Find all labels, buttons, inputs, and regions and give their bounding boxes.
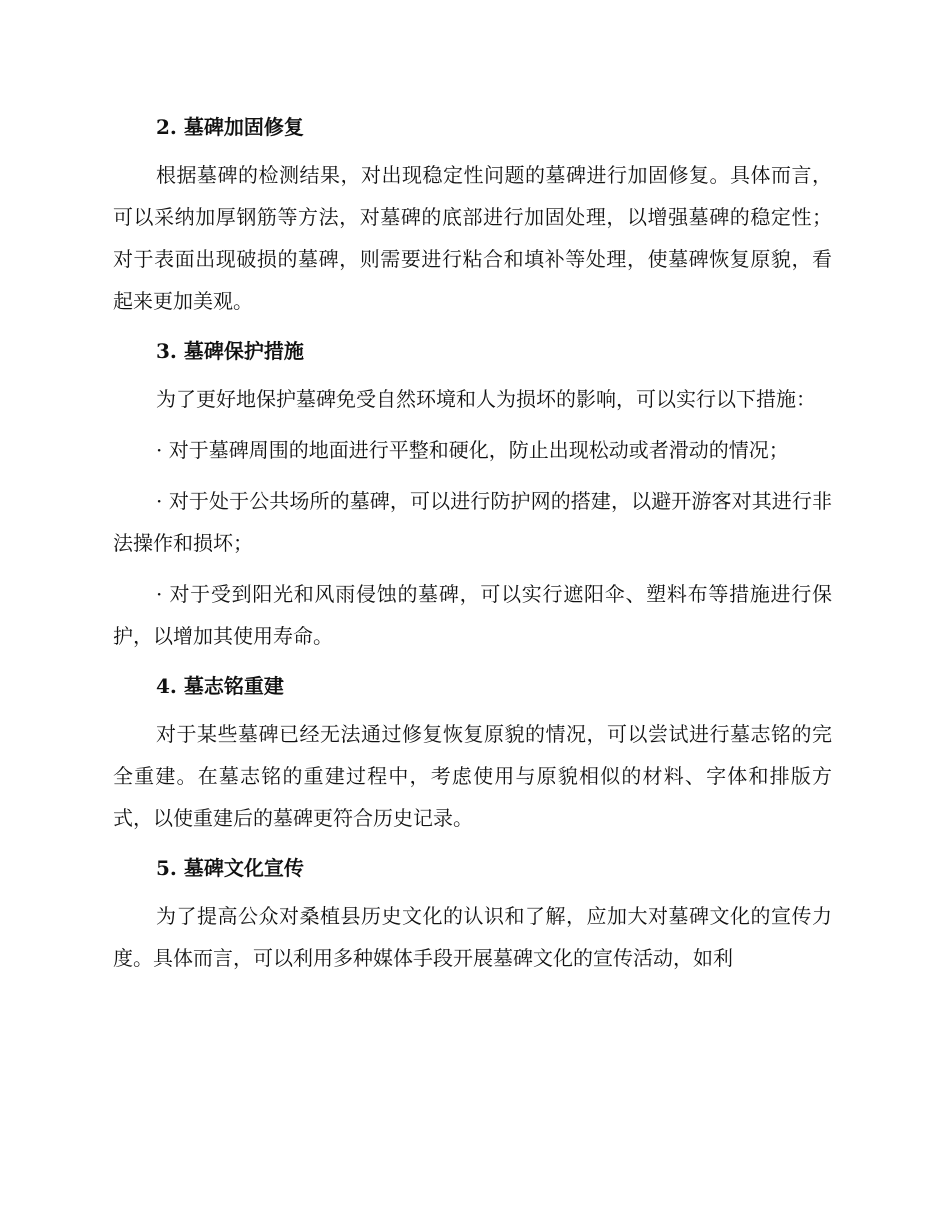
section-heading-epitaph: 4. 墓志铭重建 bbox=[156, 674, 284, 698]
bullet-item-cover: · 对于受到阳光和风雨侵蚀的墓碑，可以实行遮阳伞、塑料布等措施进行保护，以增加其使用寿命。 bbox=[113, 582, 832, 648]
bullet-item-ground: · 对于墓碑周围的地面进行平整和硬化，防止出现松动或者滑动的情况； bbox=[156, 438, 789, 462]
section-heading-publicity: 5. 墓碑文化宣传 bbox=[156, 856, 304, 880]
section-heading-reinforcement: 2. 墓碑加固修复 bbox=[156, 115, 304, 139]
paragraph-protection-intro: 为了更好地保护墓碑免受自然环境和人为损坏的影响，可以实行以下措施： bbox=[156, 387, 816, 411]
bullet-item-fence: · 对于处于公共场所的墓碑，可以进行防护网的搭建，以避开游客对其进行非法操作和损坏； bbox=[113, 489, 832, 555]
paragraph-epitaph: 对于某些墓碑已经无法通过修复恢复原貌的情况，可以尝试进行墓志铭的完全重建。在墓志铭的重建过程中，考虑使用与原貌相似的材料、字体和排版方式，以使重建后的墓碑更符合历史记录。 bbox=[113, 722, 832, 830]
section-heading-protection: 3. 墓碑保护措施 bbox=[156, 339, 304, 363]
paragraph-reinforcement: 根据墓碑的检测结果，对出现稳定性问题的墓碑进行加固修复。具体而言，可以采纳加厚钢筋等方法，对墓碑的底部进行加固处理，以增强墓碑的稳定性；对于表面出现破损的墓碑，则需要进行粘合和填补等处理，使墓碑恢复原貌，看起来更加美观。 bbox=[113, 163, 832, 313]
paragraph-publicity: 为了提高公众对桑植县历史文化的认识和了解，应加大对墓碑文化的宣传力度。具体而言，可以利用多种媒体手段开展墓碑文化的宣传活动，如利 bbox=[113, 904, 832, 970]
